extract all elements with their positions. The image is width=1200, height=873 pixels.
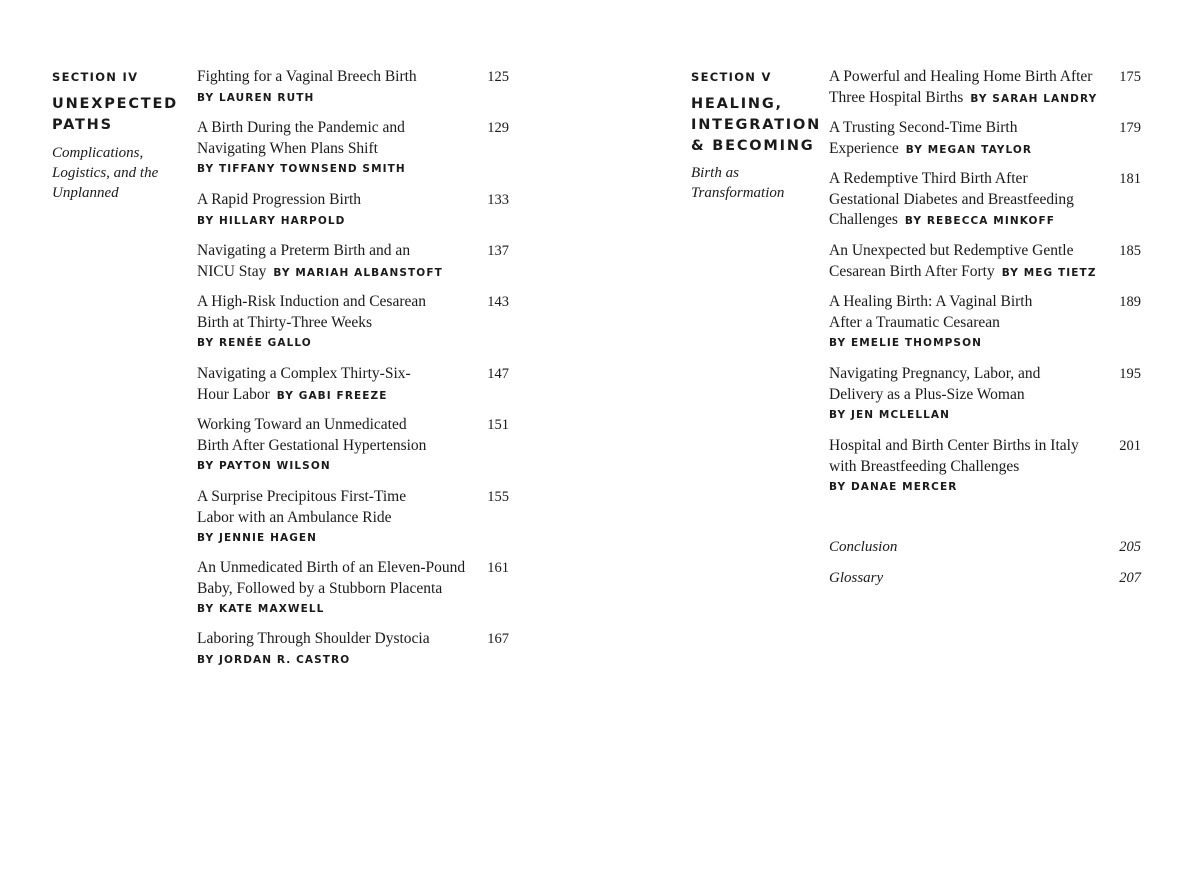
- entry-author: BY RENÉE GALLO: [197, 337, 312, 349]
- entry-author: BY LAUREN RUTH: [197, 91, 315, 104]
- entry-title: An Unexpected but Redemptive Gentle: [829, 242, 1074, 259]
- entry-title: Challenges: [829, 211, 898, 228]
- entry-page-number: 195: [1119, 366, 1141, 382]
- entry-title: Labor with an Ambulance Ride: [197, 508, 392, 526]
- section-v-title: [691, 94, 821, 157]
- toc-entry[interactable]: [829, 67, 1141, 109]
- toc-entry[interactable]: [197, 415, 509, 474]
- toc-entry[interactable]: [829, 292, 1141, 351]
- entry-title: with Breastfeeding Challenges: [829, 457, 1020, 475]
- entry-author: BY MEG TIETZ: [1001, 266, 1097, 279]
- entry-title: Navigating a Complex Thirty-Six-: [197, 365, 411, 382]
- section-v-subtitle-line: Birth as: [691, 165, 739, 181]
- entry-page-number: 161: [487, 560, 509, 576]
- toc-entry[interactable]: [197, 558, 509, 617]
- entry-title: Gestational Diabetes and Breastfeeding: [829, 190, 1074, 208]
- entry-author: BY REBECCA MINKOFF: [904, 215, 1056, 227]
- section-v-label: SECTION V: [691, 70, 772, 84]
- toc-entry[interactable]: [197, 190, 509, 229]
- section-iv-title: [52, 94, 178, 136]
- entry-page-number: 189: [1119, 294, 1141, 310]
- entry-page-number: 125: [487, 69, 509, 85]
- entry-title: Fighting for a Vaginal Breech Birth: [197, 68, 417, 85]
- entry-title: Baby, Followed by a Stubborn Placenta: [197, 579, 443, 597]
- entry-author: BY KATE MAXWELL: [197, 603, 325, 615]
- entry-title: Hour Labor: [197, 385, 270, 403]
- entry-title: An Unmedicated Birth of an Eleven-Pound: [197, 559, 466, 576]
- entry-title: A Healing Birth: A Vaginal Birth: [829, 293, 1033, 310]
- entry-page-number: 201: [1119, 438, 1141, 454]
- entry-title: A Birth During the Pandemic and: [197, 119, 405, 136]
- entry-page-number: 181: [1119, 171, 1141, 187]
- toc-entry[interactable]: [829, 241, 1141, 283]
- entry-title: A High-Risk Induction and Cesarean: [197, 293, 427, 310]
- entry-author: BY GABI FREEZE: [276, 389, 388, 402]
- entry-title: Experience: [829, 139, 899, 157]
- entry-title: A Rapid Progression Birth: [197, 191, 362, 208]
- section-iv-subtitle-line: Unplanned: [52, 185, 119, 201]
- section-iv-subtitle-line: Logistics, and the: [52, 165, 159, 181]
- toc-entry[interactable]: [829, 169, 1141, 232]
- entry-title: Birth at Thirty-Three Weeks: [197, 313, 373, 331]
- entry-author: BY JORDAN R. CASTRO: [197, 653, 351, 666]
- toc-entry[interactable]: [197, 241, 509, 283]
- entry-title: A Trusting Second-Time Birth: [829, 119, 1018, 136]
- section-v-title-line: INTEGRATION: [691, 117, 822, 133]
- entry-title: Navigating Pregnancy, Labor, and: [829, 365, 1041, 382]
- toc-entry[interactable]: [829, 436, 1141, 495]
- entry-author: BY JENNIE HAGEN: [197, 532, 318, 544]
- entry-page-number: 151: [487, 417, 509, 433]
- entry-title: Birth After Gestational Hypertension: [197, 436, 427, 454]
- entry-page-number: 147: [487, 366, 509, 382]
- entry-page-number: 179: [1119, 120, 1141, 136]
- back-matter-page-number: 205: [1119, 539, 1141, 555]
- section-iv-subtitle: [52, 143, 158, 203]
- entry-title: Working Toward an Unmedicated: [197, 416, 407, 433]
- entry-title: A Powerful and Healing Home Birth After: [829, 68, 1093, 85]
- back-matter-title: Glossary: [829, 570, 884, 586]
- entry-title: Navigating When Plans Shift: [197, 139, 378, 157]
- section-v-subtitle-line: Transformation: [691, 185, 785, 201]
- section-v-subtitle: [691, 163, 784, 203]
- toc-entry[interactable]: [197, 118, 509, 177]
- toc-entry[interactable]: [829, 364, 1141, 423]
- entry-title: Laboring Through Shoulder Dystocia: [197, 630, 430, 647]
- entry-title: Delivery as a Plus-Size Woman: [829, 385, 1025, 403]
- entry-page-number: 185: [1119, 243, 1141, 259]
- section-v-title-line: & BECOMING: [691, 138, 815, 154]
- entry-title: A Surprise Precipitous First-Time: [197, 488, 407, 505]
- entry-page-number: 137: [487, 243, 509, 259]
- back-matter-page-number: 207: [1119, 570, 1141, 586]
- entry-page-number: 129: [487, 120, 509, 136]
- entry-page-number: 167: [487, 631, 509, 647]
- entry-page-number: 155: [487, 489, 509, 505]
- entry-author: BY HILLARY HARPOLD: [197, 214, 346, 227]
- entry-title: NICU Stay: [197, 262, 267, 280]
- toc-entry[interactable]: [197, 487, 509, 546]
- entry-author: BY EMELIE THOMPSON: [829, 337, 983, 349]
- entry-page-number: 133: [487, 192, 509, 208]
- section-iv-title-line: PATHS: [52, 117, 113, 133]
- toc-entry[interactable]: [197, 67, 509, 106]
- toc-entry[interactable]: [197, 292, 509, 351]
- entry-author: BY SARAH LANDRY: [970, 92, 1098, 105]
- section-iv-label: SECTION IV: [52, 70, 139, 84]
- entry-author: BY TIFFANY TOWNSEND SMITH: [197, 163, 406, 175]
- entry-title: After a Traumatic Cesarean: [829, 313, 1000, 331]
- entry-author: BY JEN MCLELLAN: [829, 409, 951, 421]
- entry-page-number: 143: [487, 294, 509, 310]
- entry-title: Hospital and Birth Center Births in Italy: [829, 437, 1079, 454]
- toc-entry[interactable]: [197, 364, 509, 406]
- section-v-title-line: HEALING,: [691, 96, 783, 112]
- section-iv-subtitle-line: Complications,: [52, 145, 144, 161]
- entry-author: BY DANAE MERCER: [829, 481, 958, 493]
- entry-title: Cesarean Birth After Forty: [829, 262, 995, 280]
- entry-author: BY MEGAN TAYLOR: [905, 143, 1033, 156]
- entry-title: Navigating a Preterm Birth and an: [197, 242, 411, 259]
- toc-entry[interactable]: [197, 629, 509, 668]
- entry-author: BY MARIAH ALBANSTOFT: [273, 266, 443, 279]
- entry-title: A Redemptive Third Birth After: [829, 170, 1028, 187]
- back-matter-title: Conclusion: [829, 539, 898, 555]
- entry-author: BY PAYTON WILSON: [197, 460, 331, 472]
- toc-entry[interactable]: [829, 118, 1141, 160]
- entry-page-number: 175: [1119, 69, 1141, 85]
- section-iv-title-line: UNEXPECTED: [52, 96, 178, 112]
- entry-title: Three Hospital Births: [829, 88, 964, 106]
